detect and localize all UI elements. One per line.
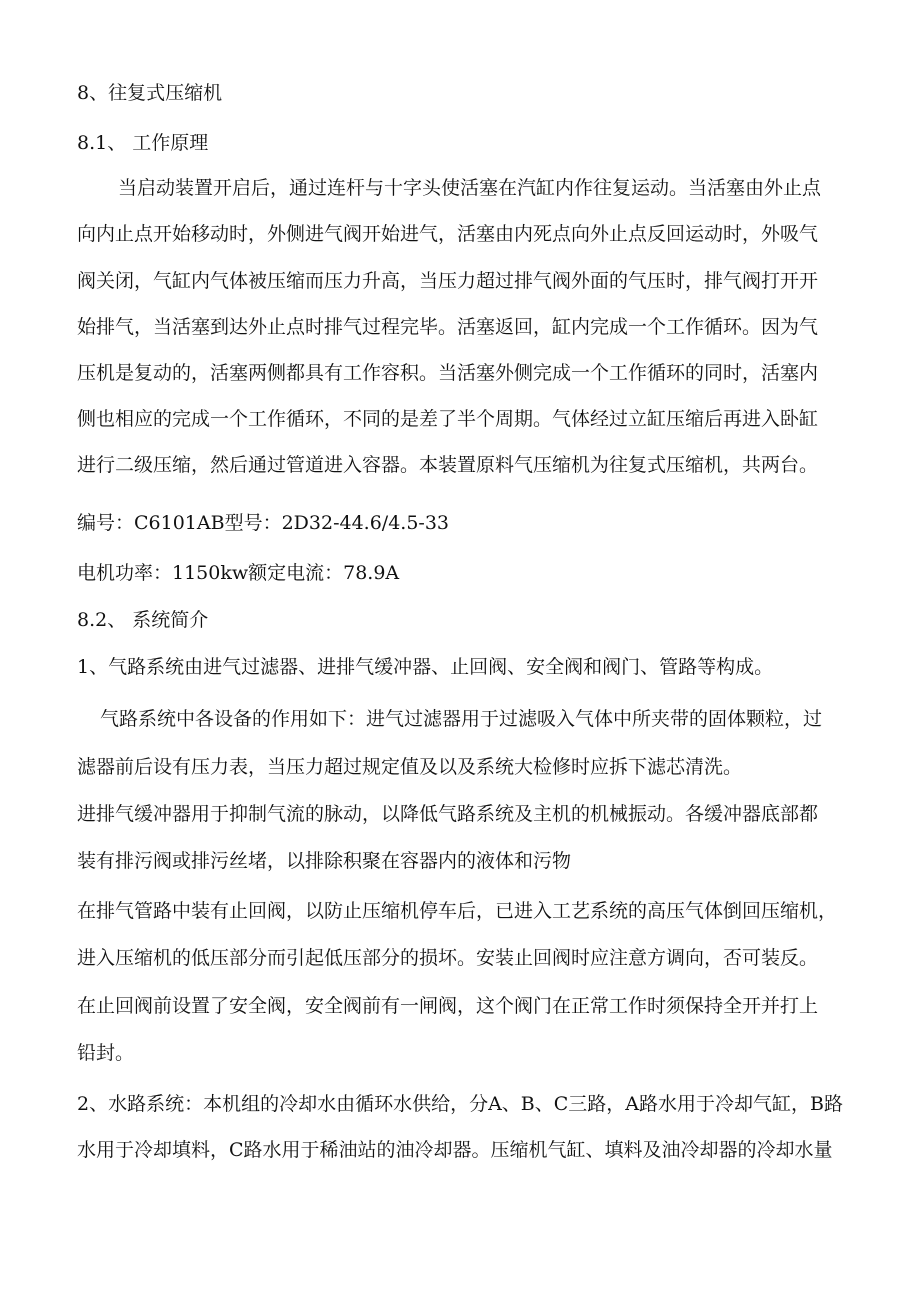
paragraph-line: 铅封。 bbox=[77, 1042, 135, 1064]
paragraph-line: 压机是复动的，活塞两侧都具有工作容积。当活塞外侧完成一个工作循环的同时，活塞内 bbox=[77, 362, 819, 384]
paragraph-line: 进行二级压缩，然后通过管道进入容器。本装置原料气压缩机为往复式压缩机，共两台。 bbox=[77, 454, 819, 476]
paragraph-line: 向内止点开始移动时，外侧进气阀开始进气，活塞由内死点向外止点反回运动时，外吸气 bbox=[77, 223, 819, 245]
paragraph-line: 在排气管路中装有止回阀，以防止压缩机停车后，已进入工艺系统的高压气体倒回压缩机， bbox=[77, 900, 838, 922]
paragraph-line: 进入压缩机的低压部分而引起低压部分的损坏。安装止回阀时应注意方调向，否可装反。 bbox=[77, 947, 819, 969]
list-item-gas-system: 1、气路系统由进气过滤器、进排气缓冲器、止回阀、安全阀和阀门、管路等构成。 bbox=[77, 656, 774, 678]
paragraph-line: 水用于冷却填料，C路水用于稀油站的油冷却器。压缩机气缸、填料及油冷却器的冷却水量 bbox=[77, 1139, 833, 1161]
spec-line-model: 编号：C6101AB型号：2D32-44.6/4.5-33 bbox=[77, 512, 450, 534]
paragraph-line: 阀关闭，气缸内气体被压缩而压力升高，当压力超过排气阀外面的气压时，排气阀打开开 bbox=[77, 270, 819, 292]
section-heading: 8、往复式压缩机 bbox=[77, 82, 223, 104]
paragraph-line: 装有排污阀或排污丝堵，以排除积聚在容器内的液体和污物 bbox=[77, 850, 572, 872]
paragraph-line: 滤器前后设有压力表，当压力超过规定值及以及系统大检修时应拆下滤芯清洗。 bbox=[77, 756, 743, 778]
paragraph-line: 侧也相应的完成一个工作循环，不同的是差了半个周期。气体经过立缸压缩后再进入卧缸 bbox=[77, 408, 819, 430]
paragraph-line: 始排气，当活塞到达外止点时排气过程完毕。活塞返回，缸内完成一个工作循环。因为气 bbox=[77, 316, 819, 338]
list-item-water-system: 2、水路系统：本机组的冷却水由循环水供给，分A、B、C三路，A路水用于冷却气缸，B路 bbox=[77, 1093, 843, 1115]
paragraph-line: 当启动装置开启后，通过连杆与十字头使活塞在汽缸内作往复运动。当活塞由外止点 bbox=[118, 177, 822, 199]
subsection-heading-working-principle: 8.1、 工作原理 bbox=[77, 132, 209, 154]
paragraph-line: 在止回阀前设置了安全阀，安全阀前有一闸阀，这个阀门在正常工作时须保持全开并打上 bbox=[77, 995, 819, 1017]
paragraph-line: 气路系统中各设备的作用如下：进气过滤器用于过滤吸入气体中所夹带的固体颗粒，过 bbox=[100, 708, 823, 730]
spec-line-motor: 电机功率：1150kw额定电流：78.9A bbox=[77, 562, 400, 584]
paragraph-line: 进排气缓冲器用于抑制气流的脉动，以降低气路系统及主机的机械振动。各缓冲器底部都 bbox=[77, 803, 819, 825]
subsection-heading-system-intro: 8.2、 系统简介 bbox=[77, 609, 209, 631]
